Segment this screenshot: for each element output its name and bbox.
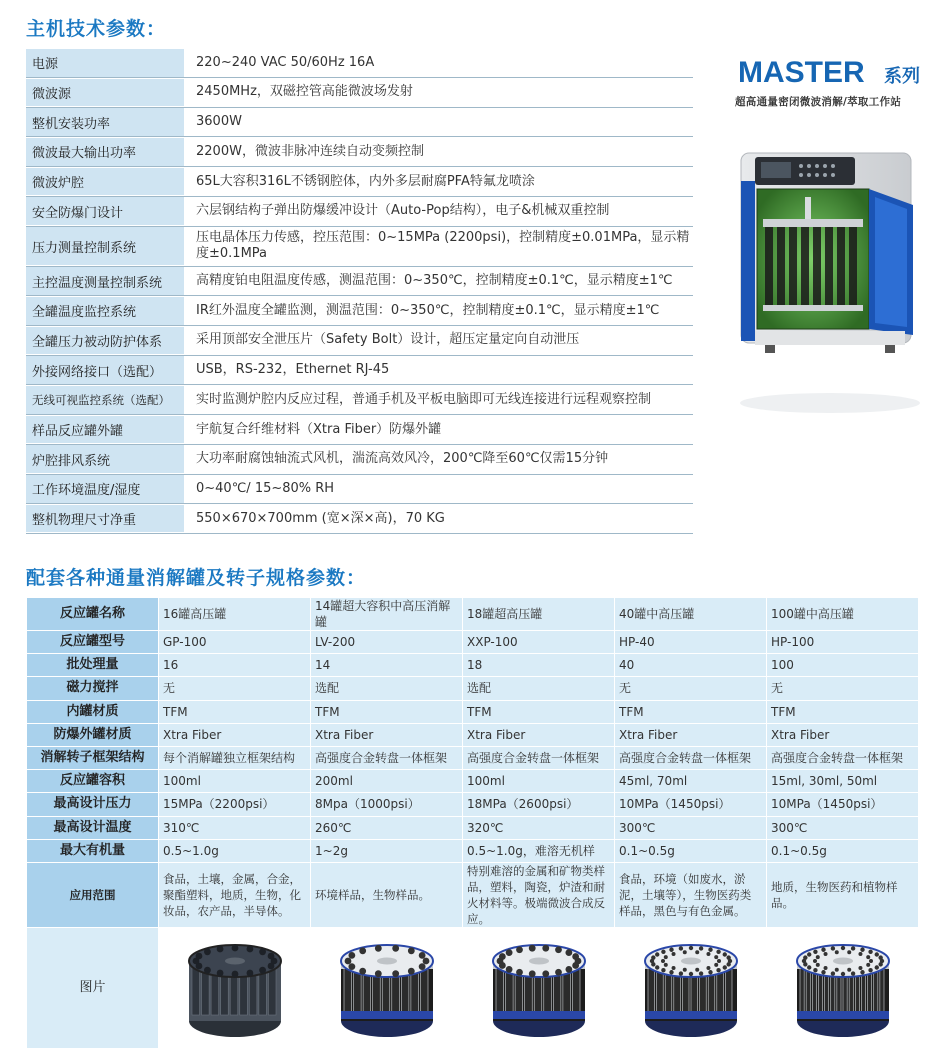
vessel-cell: 18罐超高压罐 xyxy=(463,598,615,631)
spec-value: USB，RS-232，Ethernet RJ-45 xyxy=(196,362,390,378)
vessel-cell: 高强度合金转盘一体框架 xyxy=(615,746,767,769)
vessel-cell: Xtra Fiber xyxy=(767,723,919,746)
spec-value: 550×670×700mm (宽×深×高)，70 KG xyxy=(196,510,445,526)
spec-row xyxy=(26,138,693,166)
spec-row xyxy=(26,267,693,295)
vessel-cell: 16 xyxy=(159,654,311,677)
rotor-16-image xyxy=(159,927,311,1048)
application-cell: 食品，土壤，金属，合金，聚酯塑料，地质，生物，化妆品，农产品，半导体。 xyxy=(159,862,311,927)
row-header: 磁力搅拌 xyxy=(27,677,159,700)
rotor-100-image xyxy=(767,927,919,1048)
spec-label: 主控温度测量控制系统 xyxy=(26,267,184,295)
vessel-cell: Xtra Fiber xyxy=(159,723,311,746)
vessel-cell: 高强度合金转盘一体框架 xyxy=(311,746,463,769)
vessel-cell: 0.1~0.5g xyxy=(767,839,919,862)
vessel-cell: 260℃ xyxy=(311,816,463,839)
spec-label: 电源 xyxy=(26,49,184,77)
spec-row xyxy=(26,475,693,503)
spec-value: 3600W xyxy=(196,114,242,130)
vessel-cell: 300℃ xyxy=(615,816,767,839)
vessel-cell: XXP-100 xyxy=(463,631,615,654)
vessel-cell: 选配 xyxy=(463,677,615,700)
host-spec-table xyxy=(26,49,693,535)
spec-value: 220~240 VAC 50/60Hz 16A xyxy=(196,54,375,70)
vessel-row xyxy=(27,839,919,862)
spec-label: 压力测量控制系统 xyxy=(26,227,184,265)
vessel-cell: Xtra Fiber xyxy=(615,723,767,746)
row-header: 图片 xyxy=(27,927,159,1048)
rotor-14-image xyxy=(311,927,463,1048)
spec-row xyxy=(26,505,693,533)
brand-series: 系列 xyxy=(884,66,920,87)
vessel-cell: 高强度合金转盘一体框架 xyxy=(767,746,919,769)
vessel-cell: 40罐中高压罐 xyxy=(615,598,767,631)
row-header: 反应罐名称 xyxy=(27,598,159,631)
vessel-cell: 0.5~1.0g xyxy=(159,839,311,862)
spec-row xyxy=(26,49,693,77)
vessel-row xyxy=(27,793,919,816)
vessel-cell: 18MPa（2600psi） xyxy=(463,793,615,816)
vessel-cell: 8Mpa（1000psi） xyxy=(311,793,463,816)
vessel-cell: HP-40 xyxy=(615,631,767,654)
vessel-cell: 无 xyxy=(615,677,767,700)
spec-row xyxy=(26,327,693,355)
application-cell: 环境样品，生物样品。 xyxy=(311,862,463,927)
vessel-cell: 无 xyxy=(159,677,311,700)
image-row xyxy=(27,927,919,1048)
vessel-cell: TFM xyxy=(463,700,615,723)
spec-label: 整机安装功率 xyxy=(26,108,184,136)
spec-row xyxy=(26,168,693,196)
vessel-row xyxy=(27,631,919,654)
spec-label: 外接网络接口（选配） xyxy=(26,356,184,384)
vessel-cell: 0.5~1.0g，难溶无机样 xyxy=(463,839,615,862)
vessel-cell: Xtra Fiber xyxy=(311,723,463,746)
vessel-cell: 14 xyxy=(311,654,463,677)
vessel-cell: 无 xyxy=(767,677,919,700)
application-cell: 食品，环境（如废水，淤泥，土壤等），生物医药类样品，黑色与有色金属。 xyxy=(615,862,767,927)
vessel-cell: 100 xyxy=(767,654,919,677)
vessel-cell: 高强度合金转盘一体框架 xyxy=(463,746,615,769)
vessel-cell: 每个消解罐独立框架结构 xyxy=(159,746,311,769)
row-header: 最高设计压力 xyxy=(27,793,159,816)
vessel-row xyxy=(27,746,919,769)
spec-row xyxy=(26,197,693,225)
row-header: 最高设计温度 xyxy=(27,816,159,839)
row-header: 最大有机量 xyxy=(27,839,159,862)
spec-label: 安全防爆门设计 xyxy=(26,197,184,225)
spec-row xyxy=(26,356,693,384)
vessel-cell: TFM xyxy=(767,700,919,723)
spec-value: 压电晶体压力传感，控压范围：0~15MPa (2200psi)，控制精度±0.01MPa，显示精度±0.1MPa xyxy=(196,230,690,262)
vessel-cell: 100ml xyxy=(159,770,311,793)
vessel-cell: 310℃ xyxy=(159,816,311,839)
vessel-cell: 200ml xyxy=(311,770,463,793)
vessel-cell: 300℃ xyxy=(767,816,919,839)
vessel-cell: 0.1~0.5g xyxy=(615,839,767,862)
spec-value: 2200W，微波非脉冲连续自动变频控制 xyxy=(196,143,424,159)
spec-value: 高精度铂电阻温度传感，测温范围：0~350℃，控制精度±0.1℃，显示精度±1℃ xyxy=(196,273,673,289)
vessel-cell: GP-100 xyxy=(159,631,311,654)
spec-label: 炉腔排风系统 xyxy=(26,445,184,473)
vessel-cell: 320℃ xyxy=(463,816,615,839)
vessel-cell: 1~2g xyxy=(311,839,463,862)
spec-label: 整机物理尺寸净重 xyxy=(26,505,184,533)
vessel-cell: TFM xyxy=(615,700,767,723)
vessel-row xyxy=(27,723,919,746)
row-header: 反应罐型号 xyxy=(27,631,159,654)
application-cell: 地质，生物医药和植物样品。 xyxy=(767,862,919,927)
spec-value: 宇航复合纤维材料（Xtra Fiber）防爆外罐 xyxy=(196,421,442,437)
vessel-row xyxy=(27,654,919,677)
vessel-cell: 15MPa（2200psi） xyxy=(159,793,311,816)
vessel-cell: 14罐超大容积中高压消解罐 xyxy=(311,598,463,631)
row-header: 批处理量 xyxy=(27,654,159,677)
vessel-cell: TFM xyxy=(311,700,463,723)
vessel-cell: HP-100 xyxy=(767,631,919,654)
microwave-workstation-image xyxy=(735,145,920,415)
vessel-row xyxy=(27,816,919,839)
spec-label: 样品反应罐外罐 xyxy=(26,416,184,444)
spec-label: 全罐温度监控系统 xyxy=(26,297,184,325)
vessel-cell: 100罐中高压罐 xyxy=(767,598,919,631)
vessel-cell: Xtra Fiber xyxy=(463,723,615,746)
vessel-row xyxy=(27,677,919,700)
spec-value: 六层钢结构子弹出防爆缓冲设计（Auto-Pop结构），电子&机械双重控制 xyxy=(196,203,610,219)
spec-value: 0~40℃/ 15~80% RH xyxy=(196,480,335,496)
spec-label: 微波最大输出功率 xyxy=(26,138,184,166)
vessel-cell: TFM xyxy=(159,700,311,723)
vessel-cell: 40 xyxy=(615,654,767,677)
vessel-cell: 16罐高压罐 xyxy=(159,598,311,631)
vessel-section-title: 配套各种通量消解罐及转子规格参数： xyxy=(26,567,367,589)
spec-value: 采用顶部安全泄压片（Safety Bolt）设计，超压定量定向自动泄压 xyxy=(196,332,580,348)
vessel-cell: 100ml xyxy=(463,770,615,793)
row-header: 内罐材质 xyxy=(27,700,159,723)
spec-row xyxy=(26,445,693,473)
spec-label: 微波炉腔 xyxy=(26,168,184,196)
application-cell: 特别难溶的金属和矿物类样品，塑料，陶瓷，炉渣和耐火材料等。极端微波合成反应。 xyxy=(463,862,615,927)
spec-label: 工作环境温度/湿度 xyxy=(26,475,184,503)
row-header: 应用范围 xyxy=(27,862,159,927)
vessel-cell: 10MPa（1450psi） xyxy=(615,793,767,816)
spec-row xyxy=(26,386,693,414)
brand-subtitle: 超高通量密闭微波消解/萃取工作站 xyxy=(735,96,902,108)
spec-row xyxy=(26,297,693,325)
spec-row xyxy=(26,108,693,136)
spec-row xyxy=(26,227,693,265)
spec-label: 无线可视监控系统（选配） xyxy=(26,386,184,414)
brand-name: MASTER xyxy=(738,56,865,89)
rotor-18-image xyxy=(463,927,615,1048)
spec-value: 大功率耐腐蚀轴流式风机，湍流高效风冷，200℃降至60℃仅需15分钟 xyxy=(196,451,609,467)
vessel-row xyxy=(27,770,919,793)
vessel-cell: 45ml, 70ml xyxy=(615,770,767,793)
spec-section-title: 主机技术参数： xyxy=(26,18,167,40)
vessel-cell: 10MPa（1450psi） xyxy=(767,793,919,816)
row-header: 防爆外罐材质 xyxy=(27,723,159,746)
vessel-spec-table xyxy=(26,597,919,1049)
spec-value: IR红外温度全罐监测，测温范围：0~350℃，控制精度±0.1℃，显示精度±1℃ xyxy=(196,302,660,318)
spec-label: 全罐压力被动防护体系 xyxy=(26,327,184,355)
vessel-cell: 18 xyxy=(463,654,615,677)
spec-value: 65L大容积316L不锈钢腔体，内外多层耐腐PFA特氟龙喷涂 xyxy=(196,173,535,189)
rotor-40-image xyxy=(615,927,767,1048)
spec-value: 2450MHz，双磁控管高能微波场发射 xyxy=(196,84,413,100)
spec-row xyxy=(26,416,693,444)
vessel-row xyxy=(27,598,919,631)
spec-value: 实时监测炉腔内反应过程，普通手机及平板电脑即可无线连接进行远程观察控制 xyxy=(196,391,652,407)
vessel-cell: 15ml, 30ml, 50ml xyxy=(767,770,919,793)
row-header: 反应罐容积 xyxy=(27,770,159,793)
vessel-row xyxy=(27,700,919,723)
spec-row xyxy=(26,79,693,107)
vessel-cell: LV-200 xyxy=(311,631,463,654)
spec-label: 微波源 xyxy=(26,79,184,107)
row-header: 消解转子框架结构 xyxy=(27,746,159,769)
vessel-cell: 选配 xyxy=(311,677,463,700)
application-row xyxy=(27,862,919,927)
